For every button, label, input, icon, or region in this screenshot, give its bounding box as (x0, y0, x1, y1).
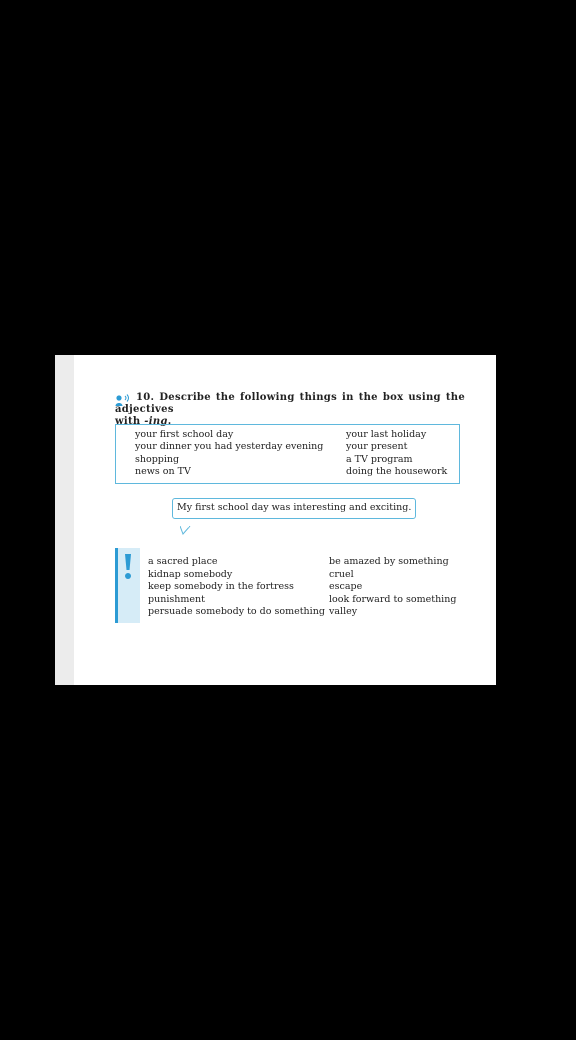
textbook-page (55, 355, 496, 685)
page-gutter (55, 355, 74, 685)
word-box-item: your first school day (135, 429, 234, 440)
vocabulary-item: valley (329, 606, 358, 617)
word-box-item: your dinner you had yesterday evening (135, 441, 324, 453)
vocabulary-item: keep somebody in the fortress (148, 581, 294, 592)
vocabulary-item: cruel (329, 568, 354, 580)
vocabulary-item: punishment (148, 593, 205, 605)
word-box-item: a TV program (346, 453, 413, 465)
task-instruction: Describe the following things in the box using the adjectives (115, 392, 465, 415)
vocabulary-item: be amazed by something (329, 556, 449, 567)
example-speech-bubble (172, 498, 416, 519)
vocabulary-right-column (329, 556, 456, 619)
vocabulary-item: look forward to something (329, 593, 457, 605)
word-box-right-column (346, 429, 447, 479)
word-box-item: your last holiday (346, 429, 427, 440)
vocabulary-item: persuade somebody to do something (148, 606, 325, 617)
word-box (115, 424, 460, 484)
word-box-item: doing the housework (346, 466, 448, 478)
task-instruction-prefix: with (115, 416, 145, 427)
exclamation-icon (122, 553, 134, 581)
word-box-left-column (135, 429, 323, 479)
vocabulary-note-bar (115, 548, 140, 623)
task-instruction-end: . (167, 416, 172, 427)
example-text: My first school day was interesting and exciting. (177, 502, 412, 513)
word-box-item: shopping (135, 453, 180, 465)
vocabulary-item: a sacred place (148, 556, 218, 567)
word-box-item: news on TV (135, 466, 191, 478)
word-box-item: your present (346, 441, 408, 453)
task-number: 10. (136, 392, 155, 403)
task-instruction-suffix: -ing (144, 416, 168, 427)
task-header (115, 392, 465, 428)
vocabulary-left-column (148, 556, 325, 619)
vocabulary-item: kidnap somebody (148, 568, 233, 580)
vocabulary-item: escape (329, 581, 363, 592)
